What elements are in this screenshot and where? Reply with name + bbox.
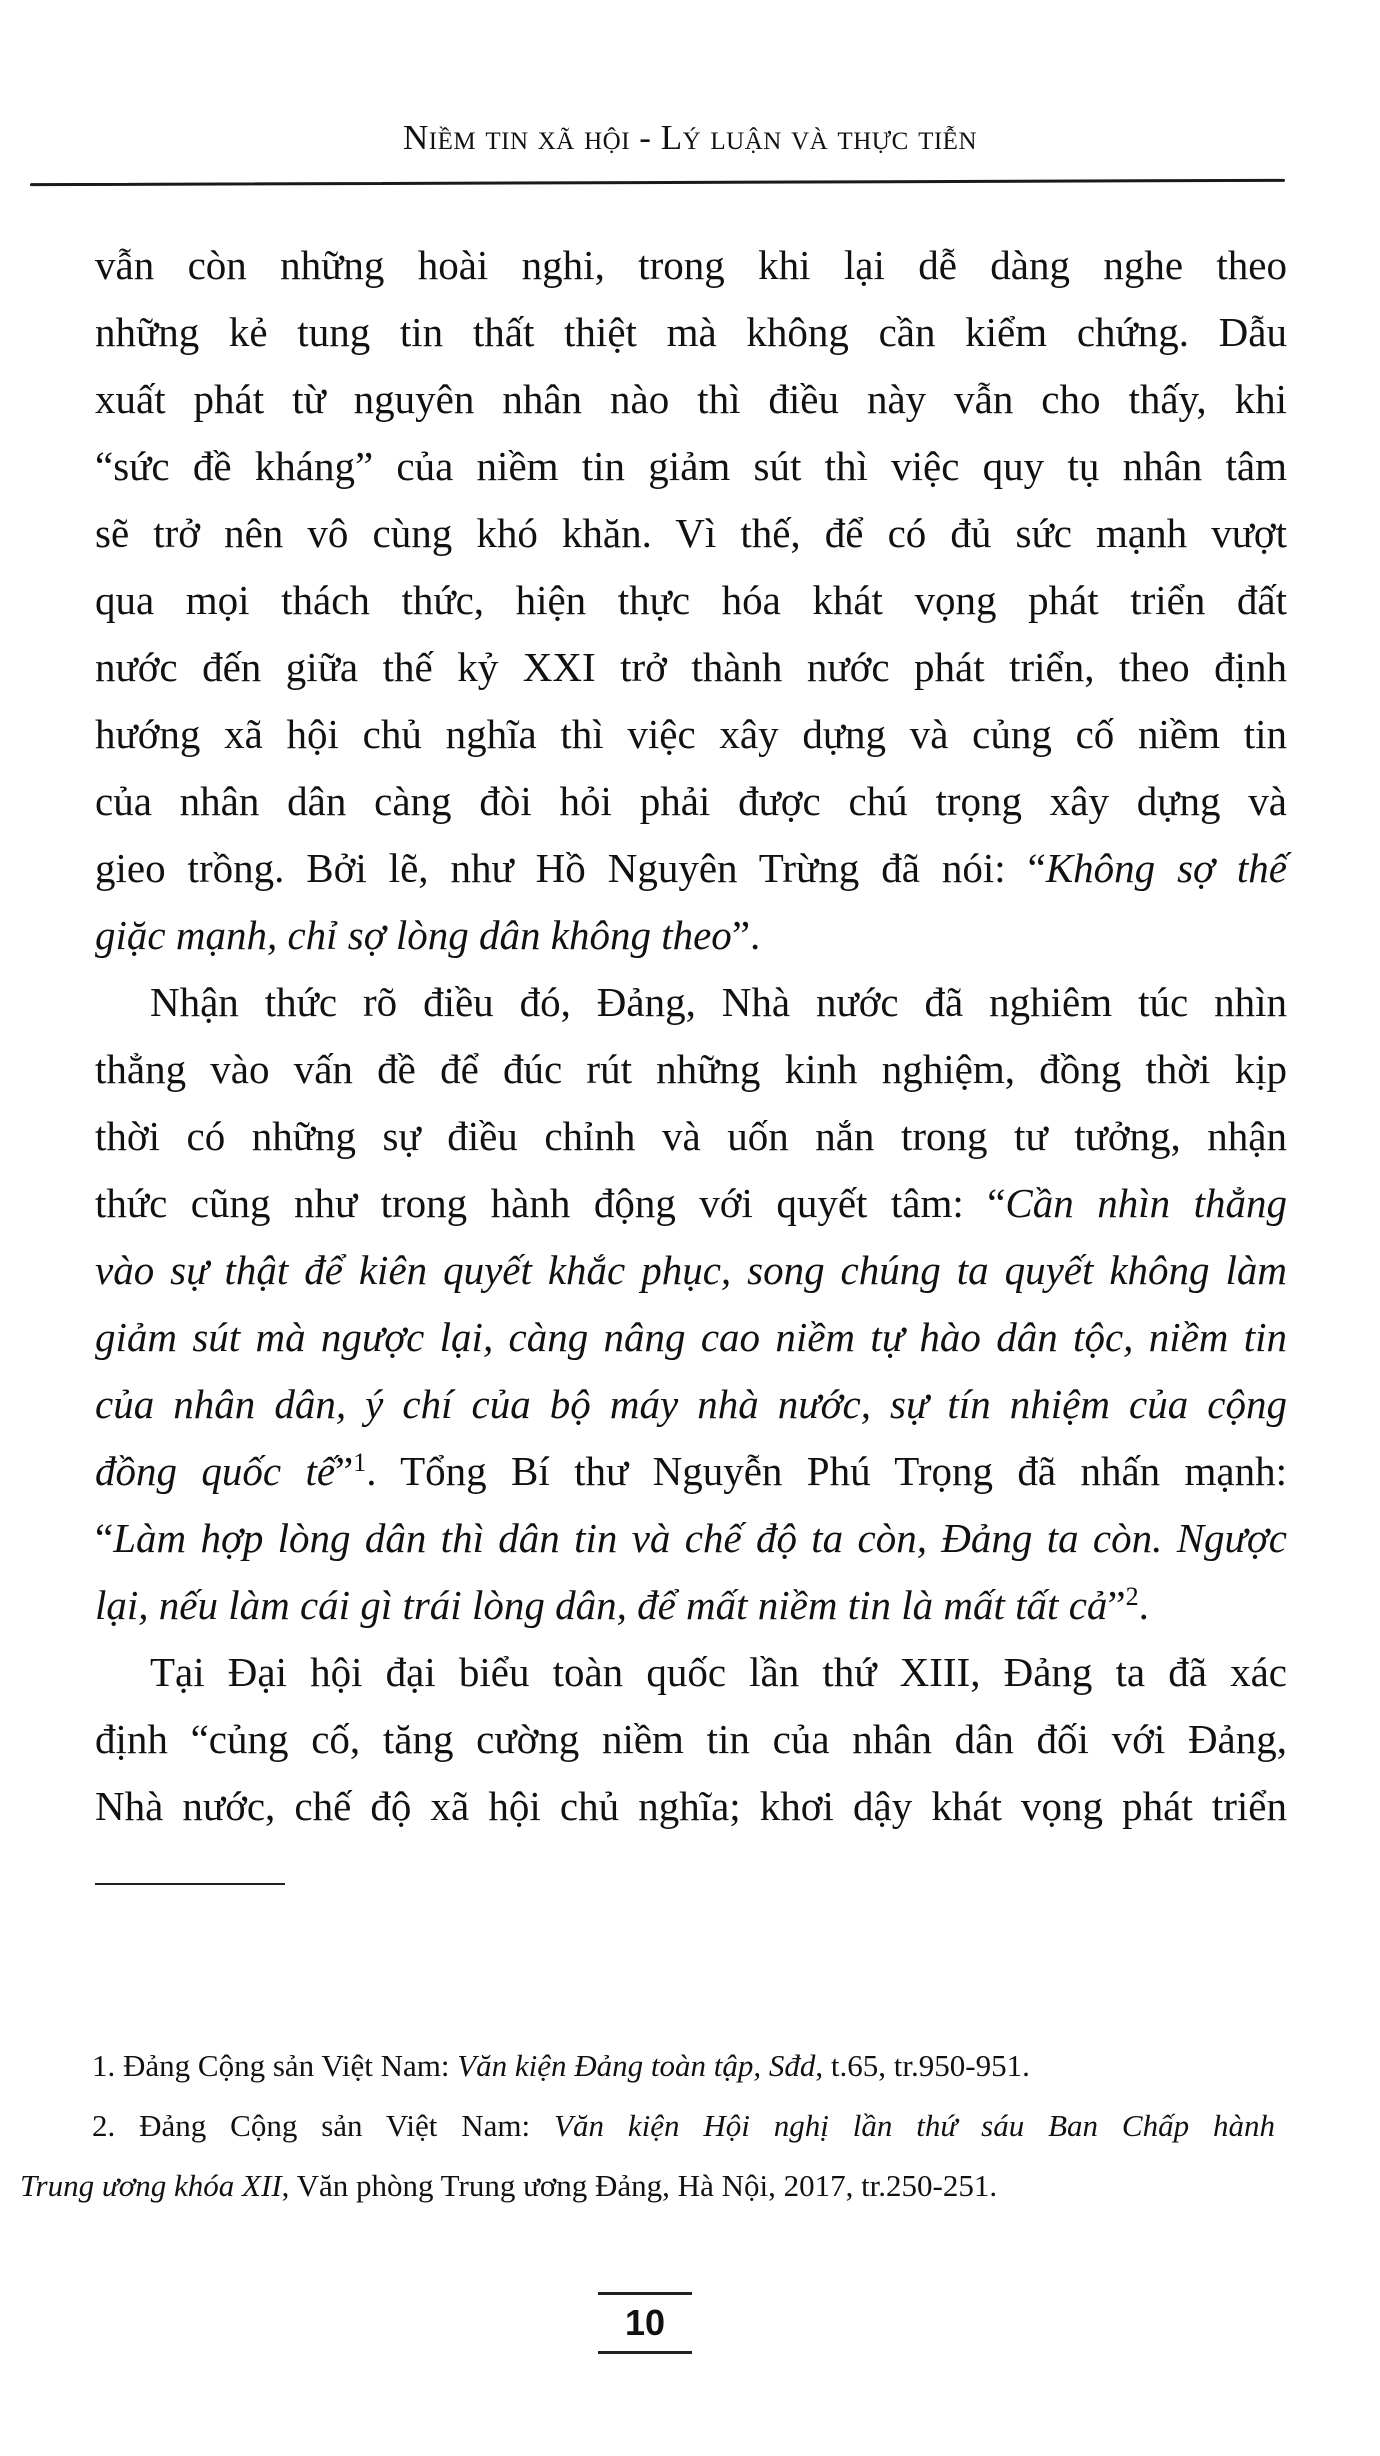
text-run: Tại Đại hội đại biểu toàn quốc lần thứ XIII, Đảng ta đã xác <box>150 1649 1287 1695</box>
italic-text: Văn kiện Đảng toàn tập, Sđd <box>457 2048 816 2083</box>
text-line <box>95 1706 1287 1773</box>
text-run: vẫn còn những hoài nghi, trong khi lại dễ dàng nghe theo <box>95 242 1287 288</box>
text-line <box>95 366 1287 433</box>
body-text <box>95 232 1287 1840</box>
text-line <box>95 299 1287 366</box>
text-line <box>95 1371 1287 1438</box>
text-run: , Văn phòng Trung ương Đảng, Hà Nội, 2017, tr.250-251. <box>281 2168 998 2203</box>
text-line <box>95 1773 1287 1840</box>
text-line <box>95 1237 1287 1304</box>
footnote <box>20 2036 1275 2096</box>
italic-text: lại, nếu làm cái gì trái lòng dân, để mất niềm tin là mất tất cả <box>95 1582 1108 1628</box>
text-run: qua mọi thách thức, hiện thực hóa khát vọng phát triển đất <box>95 577 1287 623</box>
text-line <box>95 634 1287 701</box>
text-line <box>95 1170 1287 1237</box>
text-line <box>95 1572 1287 1639</box>
text-line <box>95 567 1287 634</box>
text-line <box>95 969 1287 1036</box>
italic-text: Không sợ thế <box>1045 845 1287 891</box>
text-run: Nhà nước, chế độ xã hội chủ nghĩa; khơi dậy khát vọng phát triển <box>95 1783 1287 1829</box>
text-run: gieo trồng. Bởi lẽ, như Hồ Nguyên Trừng đã nói: “ <box>95 845 1046 891</box>
text-run: “ <box>95 1515 114 1561</box>
text-run: xuất phát từ nguyên nhân nào thì điều này vẫn cho thấy, khi <box>95 376 1287 422</box>
text-run: sẽ trở nên vô cùng khó khăn. Vì thế, để có đủ sức mạnh vượt <box>95 510 1287 556</box>
italic-text: đồng quốc tế <box>95 1448 336 1494</box>
italic-text: của nhân dân, ý chí của bộ máy nhà nước, sự tín nhiệm của cộng <box>95 1381 1287 1427</box>
text-line <box>95 768 1287 835</box>
header-rule <box>30 179 1285 186</box>
italic-text: Văn kiện Hội nghị lần thứ sáu Ban Chấp hành <box>554 2108 1275 2143</box>
text-line <box>95 1639 1287 1706</box>
italic-text: Cần nhìn thẳng <box>1005 1180 1287 1226</box>
text-run: “sức đề kháng” của niềm tin giảm sút thì việc quy tụ nhân tâm <box>95 443 1287 489</box>
italic-text: Làm hợp lòng dân thì dân tin và chế độ ta còn, Đảng ta còn. Ngược <box>113 1515 1287 1561</box>
text-run: định “củng cố, tăng cường niềm tin của nhân dân đối với Đảng, <box>95 1716 1287 1762</box>
paragraph <box>95 969 1287 1639</box>
text-line <box>95 1438 1287 1505</box>
text-run: Nhận thức rõ điều đó, Đảng, Nhà nước đã nghiêm túc nhìn <box>150 979 1287 1025</box>
paragraph <box>95 232 1287 969</box>
text-run: ” <box>335 1448 354 1494</box>
text-run: thời có những sự điều chỉnh và uốn nắn trong tư tưởng, nhận <box>95 1113 1287 1159</box>
text-line <box>95 701 1287 768</box>
text-line <box>95 433 1287 500</box>
text-line <box>95 500 1287 567</box>
text-run: những kẻ tung tin thất thiệt mà không cần kiểm chứng. Dẫu <box>95 309 1287 355</box>
italic-text: Trung ương khóa XII <box>20 2168 282 2203</box>
text-run: thức cũng như trong hành động với quyết tâm: “ <box>95 1180 1006 1226</box>
text-line <box>95 1505 1287 1572</box>
text-run: . <box>1138 1582 1149 1628</box>
footnote-ref: 1 <box>353 1448 367 1477</box>
footnote <box>20 2096 1275 2156</box>
text-run: ”. <box>731 912 761 958</box>
page-number: 10 <box>598 2292 692 2354</box>
text-line <box>95 1304 1287 1371</box>
text-run: , t.65, tr.950-951. <box>815 2048 1030 2083</box>
text-run: . Tổng Bí thư Nguyễn Phú Trọng đã nhấn mạnh: <box>366 1448 1287 1494</box>
text-run: hướng xã hội chủ nghĩa thì việc xây dựng và củng cố niềm tin <box>95 711 1287 757</box>
text-run: ” <box>1107 1582 1126 1628</box>
text-run: 2. Đảng Cộng sản Việt Nam: <box>92 2108 555 2143</box>
text-run: nước đến giữa thế kỷ XXI trở thành nước phát triển, theo định <box>95 644 1287 690</box>
italic-text: vào sự thật để kiên quyết khắc phục, song chúng ta quyết không làm <box>95 1247 1287 1293</box>
footnote <box>20 2156 1275 2216</box>
text-line <box>95 902 1287 969</box>
text-line <box>95 1103 1287 1170</box>
text-run: 1. Đảng Cộng sản Việt Nam: <box>92 2048 458 2083</box>
running-header: Niềm tin xã hội - Lý luận và thực tiễn <box>403 118 977 157</box>
paragraph <box>95 1639 1287 1840</box>
footnote-separator <box>95 1883 285 1885</box>
italic-text: giặc mạnh, chỉ sợ lòng dân không theo <box>95 912 732 958</box>
text-run: thẳng vào vấn đề để đúc rút những kinh nghiệm, đồng thời kịp <box>95 1046 1287 1092</box>
text-line <box>95 232 1287 299</box>
text-line <box>95 835 1287 902</box>
text-line <box>95 1036 1287 1103</box>
footnote-ref: 2 <box>1125 1582 1139 1611</box>
text-run: của nhân dân càng đòi hỏi phải được chú trọng xây dựng và <box>95 778 1287 824</box>
italic-text: giảm sút mà ngược lại, càng nâng cao niềm tự hào dân tộc, niềm tin <box>95 1314 1287 1360</box>
